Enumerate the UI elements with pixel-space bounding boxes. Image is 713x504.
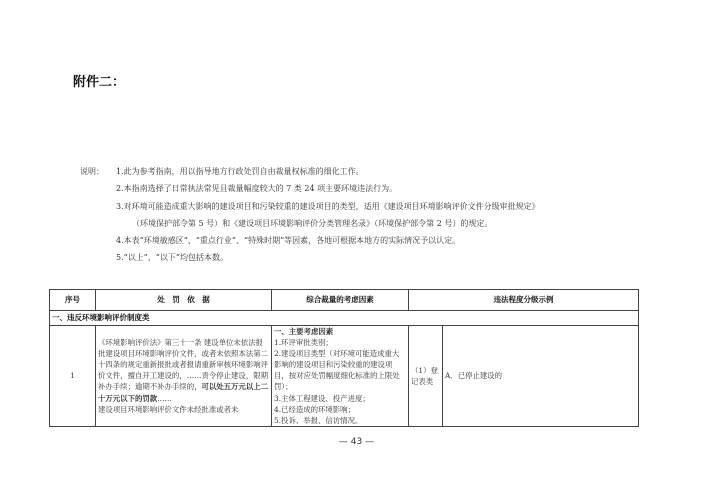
note-item: 3.对环境可能造成重大影响的建设项目和污染较重的建设项目的类型，适用《建设项目环境影响评价文件分级审批规定》 bbox=[116, 201, 540, 211]
row-basis bbox=[96, 326, 272, 427]
notes-section bbox=[80, 166, 680, 270]
note-item: 2.本指南选择了日常执法常见且裁量幅度较大的 7 类 24 项主要环境违法行为。 bbox=[116, 184, 398, 194]
notes-label: 说明： bbox=[80, 167, 104, 176]
section-row bbox=[50, 311, 639, 326]
header-grade: 违法程度分级示例 bbox=[409, 290, 639, 311]
note-line bbox=[80, 218, 680, 235]
penalty-table bbox=[49, 289, 639, 427]
table-row bbox=[50, 326, 639, 427]
note-line bbox=[80, 201, 680, 218]
row-seq: 1 bbox=[50, 326, 96, 427]
header-seq: 序号 bbox=[50, 290, 96, 311]
page-number: — 43 — bbox=[338, 437, 375, 447]
note-line bbox=[80, 166, 680, 183]
note-line bbox=[80, 252, 680, 269]
header-factors: 综合裁量的考虑因素 bbox=[272, 290, 409, 311]
basis-fine-text: 可以处五万元以上二十万元以下的罚款 bbox=[98, 382, 269, 403]
section-title: 一、违反环境影响评价制度类 bbox=[50, 311, 639, 326]
basis-tail-text: 建设项目环境影响评价文件未经批准或者未 bbox=[98, 404, 239, 414]
factor-item: 4.已经造成的环境影响； bbox=[274, 404, 355, 414]
note-item: （环境保护部令第 5 号）和《建设项目环境影响评价分类管理名录》（环境保护部令第 2 号）的规定。 bbox=[132, 218, 493, 228]
row-factors bbox=[272, 326, 409, 427]
header-basis: 处 罚 依 据 bbox=[96, 290, 272, 311]
table-header-row bbox=[50, 290, 639, 311]
note-item: 4.本表“环境敏感区”、“重点行业”、“特殊时期”等因素，各地可根据本地方的实际情况予以认定。 bbox=[116, 236, 461, 246]
factor-item: 1.环评审批类别； bbox=[274, 338, 333, 348]
note-item: 1.此为参考指南，用以指导地方行政处罚自由裁量权标准的细化工作。 bbox=[116, 167, 364, 176]
factor-item: 3.主体工程建设、投产进度； bbox=[274, 393, 370, 403]
factor-item: 2.建设项目类型（对环境可能造成重大影响的建设项目和污染较重的建设项目，按对应处罚幅度细化标准的上限处罚）； bbox=[274, 349, 400, 392]
basis-text: 《环境影响评价法》第三十一条 建设单位未依法报批建设项目环境影响评价文件，或者未依照本法第二十四条的规定重新报批或者报请重新审核环境影响评价文件，擅自开工建设的，……责令停止建设，限期补办手续；逾期不补办手续的， bbox=[98, 338, 268, 392]
attachment-title: 附件二： bbox=[73, 75, 126, 90]
grade-tag: （1）登记表类 bbox=[409, 326, 443, 427]
factors-title: 一、主要考虑因素 bbox=[274, 327, 334, 336]
note-line bbox=[80, 183, 680, 200]
note-line bbox=[80, 235, 680, 252]
basis-ellipsis: …… bbox=[157, 393, 172, 403]
note-item: 5.“以上”、“以下”均包括本数。 bbox=[116, 253, 228, 263]
factor-item: 5.投诉、举报、信访情况。 bbox=[274, 415, 363, 425]
grade-example: A．已停止建设的 bbox=[443, 326, 639, 427]
